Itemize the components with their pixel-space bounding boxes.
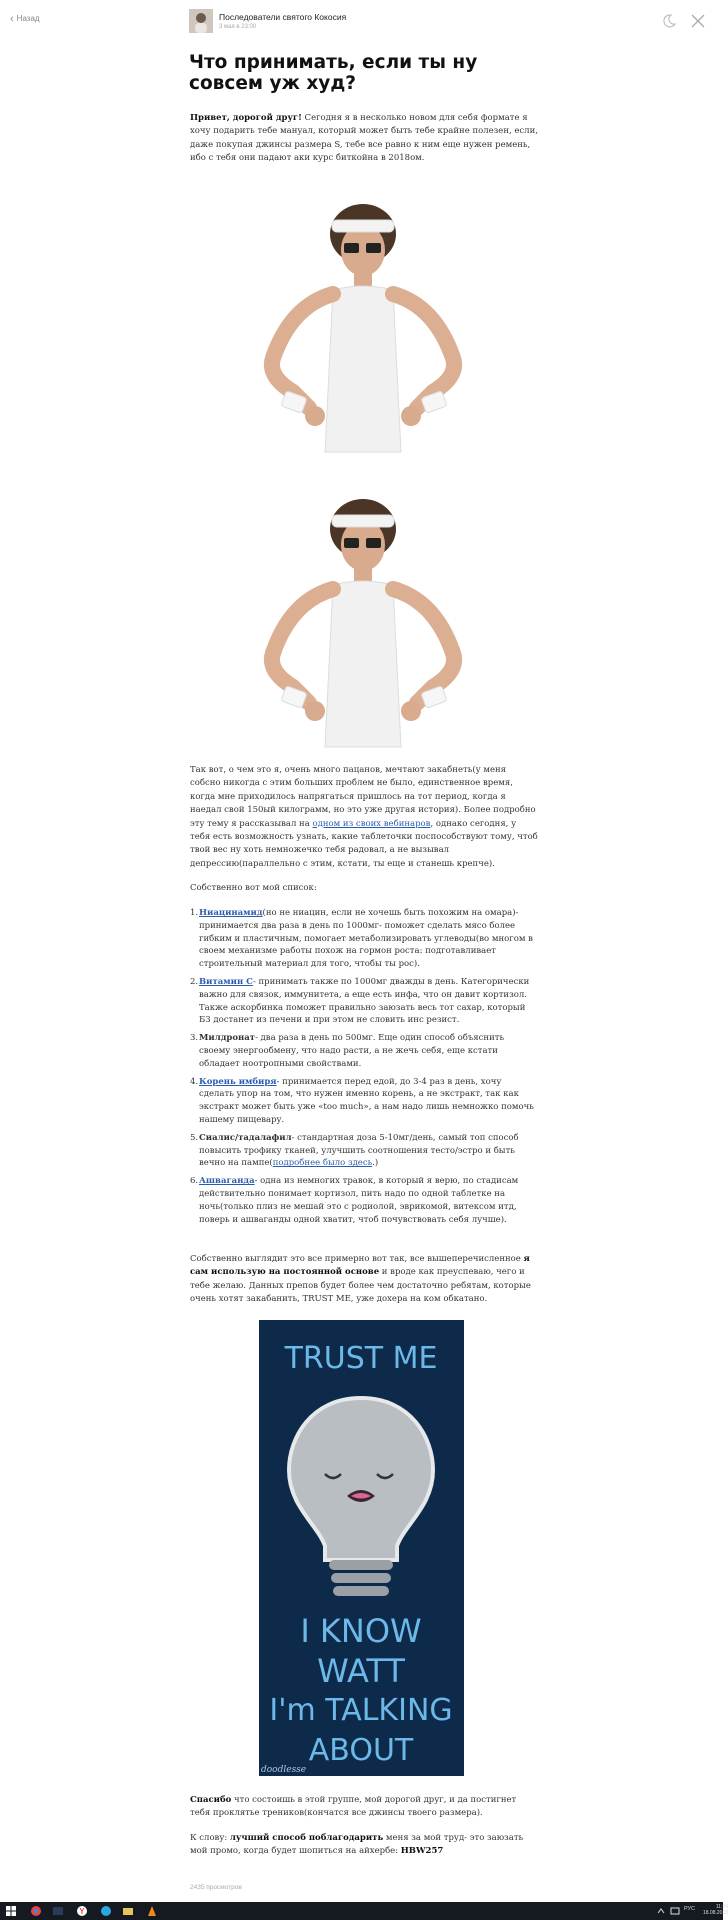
chevron-left-icon: ‹ bbox=[10, 12, 14, 25]
post-date: 3 мая в 23:00 bbox=[219, 24, 257, 30]
author-block[interactable] bbox=[189, 9, 346, 33]
view-count: 2435 просмотров bbox=[190, 1884, 242, 1891]
back-label: Назад bbox=[16, 14, 40, 23]
yandex-browser-icon[interactable] bbox=[76, 1905, 88, 1917]
paragraph-2-text-a: Так вот, о чем это я, очень много пацанов, мечтают закабнеть(у меня собсно никогда с этим больших проблем не было, единственное время, когда мне приходилось напрягаться пришлось на тот период, когда я наедал свой 150ый килограмм, но это уже другая история). Более подробно эту тему я рассказывал на bbox=[190, 765, 536, 829]
item-name: Корень имбиря bbox=[199, 1076, 277, 1087]
list-item bbox=[190, 907, 538, 971]
poster-line-3: WATT bbox=[317, 1652, 405, 1690]
clock-time: 11:24 bbox=[715, 1904, 728, 1910]
paragraph-4 bbox=[190, 1794, 538, 1821]
paragraph-2-text-b: , однако сегодня, у тебя есть возможность узнать, какие таблеточки поспособствуют тому, чтоб твой вес ну хоть немножечко тебя радовал, а не вызывал депрессию(параллельно с этим, кстати, ты еще и станешь крепче). bbox=[190, 818, 538, 869]
paragraph-4-bold: Спасибо bbox=[190, 1795, 232, 1805]
top-bar bbox=[0, 0, 723, 44]
trust-me-poster bbox=[259, 1320, 464, 1776]
item-text: - принимается перед едой, до 3-4 раз в день, хочу сделать упор на том, что нужен именно корень, а не экстракт, так как экстракт может быть уже «too much», а нам надо лишь немножко помочь нашему пищевару. bbox=[199, 1076, 534, 1125]
paragraph-3-text-a: Собственно выглядит это все примерно вот так, все вышеперечисленное bbox=[190, 1254, 524, 1264]
paragraph-3-text-b: и вроде как преуспеваю, чего и тебе желаю. Данных препов будет более чем достаточно ребятам, которые очень хотят закабанить, TRUST ME, уже дохера на ком обкатано. bbox=[190, 1267, 531, 1305]
author-name[interactable]: Последователи святого Кокосия bbox=[219, 12, 347, 22]
item-text: - одна из немногих травок, в который я верю, по стадисам действительно понимает кортизол, пить надо по одной таблетке на ночь(только плиз не мешай это с родиолой, эврикомой, витексом итд, поверь и ашваганды одной хватит, чтоб почувствовать себя лучше). bbox=[199, 1176, 519, 1225]
promo-code: HBW257 bbox=[400, 1846, 444, 1857]
article-photo-2 bbox=[211, 493, 517, 747]
item-tail: .) bbox=[372, 1158, 379, 1169]
poster-line-4: I'm TALKING bbox=[269, 1693, 453, 1728]
chrome-icon[interactable] bbox=[30, 1905, 42, 1917]
list-number: 5. bbox=[190, 1132, 199, 1143]
item-name: Милдронат bbox=[199, 1033, 255, 1044]
list-number: 6. bbox=[190, 1176, 199, 1187]
supplement-list bbox=[190, 907, 538, 1226]
avatar[interactable] bbox=[189, 9, 213, 33]
windows-start-icon[interactable] bbox=[5, 1905, 17, 1917]
list-item bbox=[190, 1132, 538, 1170]
poster-line-2: I KNOW bbox=[300, 1612, 422, 1650]
list-number: 2. bbox=[190, 976, 199, 987]
item-link-ginger[interactable] bbox=[199, 1077, 277, 1087]
back-button[interactable] bbox=[10, 14, 40, 23]
list-item bbox=[190, 1032, 538, 1070]
paragraph-5 bbox=[190, 1832, 538, 1859]
item-link-ashwagandha[interactable] bbox=[199, 1176, 255, 1186]
item-name: Ашваганда bbox=[199, 1176, 255, 1187]
item-text: (но не ниацин, если не хочешь быть похожим на омара)- принимается два раза в день по 1000мг- поможет сделать мясо более гибким и пластичным, помогает метаболизировать углеводы(во многом в своем механизме работы похож на гормон роста: подготавливает строительный материал для того, чтобы ты рос). bbox=[199, 908, 533, 970]
night-mode-icon[interactable] bbox=[661, 13, 677, 29]
list-item bbox=[190, 1175, 538, 1226]
item-text: - принимать также по 1000мг дважды в день. Категорически важно для связок, иммунитета, а еще есть инфа, что он давит кортизол. Также аскорбинка поможет правильно заюзать весь тот сахар, который Б3 достанет из печени и при этом не словить инс резист. bbox=[199, 976, 530, 1026]
article-photo-1 bbox=[211, 198, 517, 452]
item-name: Ниацинамид bbox=[199, 908, 263, 918]
list-item bbox=[190, 1076, 538, 1127]
article-title: Что принимать, если ты ну совсем уж худ? bbox=[189, 52, 478, 94]
item-name: Витамин С bbox=[199, 976, 253, 987]
svg-text:Y: Y bbox=[79, 1907, 85, 1916]
intro-paragraph bbox=[190, 112, 538, 166]
paragraph-4-text: что состоишь в этой группе, мой дорогой друг, и да постигнет тебя проклятье треников(кончатся все джинсы твоего размера). bbox=[190, 1795, 517, 1819]
webinar-link[interactable]: одном из своих вебинаров bbox=[312, 818, 431, 829]
app-icon[interactable] bbox=[52, 1905, 64, 1917]
item-link-niacinamide[interactable] bbox=[199, 908, 263, 918]
paragraph-2 bbox=[190, 764, 538, 871]
poster-line-1: TRUST ME bbox=[284, 1341, 438, 1376]
item-text: - стандартная доза 5-10мг/день, самый топ способ повысить трофику тканей, улучшить соотношения тесто/эстро и быть вечно на пампе( bbox=[199, 1132, 519, 1169]
details-link[interactable]: подробнее было здесь bbox=[272, 1158, 373, 1169]
item-name: Сиалис/тадалафил bbox=[199, 1132, 292, 1143]
list-number: 3. bbox=[190, 1033, 199, 1044]
windows-taskbar bbox=[0, 1902, 728, 1920]
paragraph-5-text-b: меня за мой труд- это заюзать мой промо, когда будет шопиться на айхербе: bbox=[190, 1833, 524, 1857]
paragraph-5-text-a: К слову: bbox=[190, 1833, 230, 1843]
folder-icon[interactable] bbox=[122, 1905, 134, 1917]
poster-signature: doodlesse bbox=[261, 1765, 307, 1775]
paragraph-3-bold: я сам использую на постоянной основе bbox=[190, 1254, 530, 1278]
close-icon[interactable] bbox=[690, 13, 706, 29]
clock[interactable] bbox=[703, 1904, 728, 1916]
intro-text: Сегодня я в несколько новом для себя формате я хочу подарить тебе мануал, который может быть тебе крайне полезен, если, даже покупая джинсы размера S, тебе все равно к ним еще нужен ремень, ибо с тебя они падают аки курс биткойна в 2018ом. bbox=[190, 113, 538, 164]
poster-line-5: ABOUT bbox=[308, 1733, 414, 1768]
tray-arrow-icon[interactable] bbox=[656, 1905, 666, 1917]
clock-date: 18.08.2018 bbox=[703, 1910, 728, 1916]
paragraph-5-bold: лучший способ поблагодарить bbox=[229, 1833, 384, 1843]
paragraph-3 bbox=[190, 1253, 538, 1307]
list-number: 1. bbox=[190, 908, 199, 918]
network-icon[interactable] bbox=[670, 1905, 680, 1917]
list-number: 4. bbox=[190, 1076, 199, 1087]
list-intro: Собственно вот мой список: bbox=[190, 883, 317, 893]
intro-bold: Привет, дорогой друг! bbox=[190, 113, 302, 123]
list-item bbox=[190, 976, 538, 1027]
telegram-icon[interactable] bbox=[100, 1905, 112, 1917]
language-indicator[interactable]: РУС bbox=[684, 1906, 696, 1912]
item-text: - два раза в день по 500мг. Еще один способ объяснить своему энергообмену, что надо расти, а не жечь себя, еще кстати обладает ноотропными свойствами. bbox=[199, 1033, 505, 1069]
item-link-vitamin-c[interactable] bbox=[199, 977, 253, 987]
vlc-icon[interactable] bbox=[146, 1905, 158, 1917]
